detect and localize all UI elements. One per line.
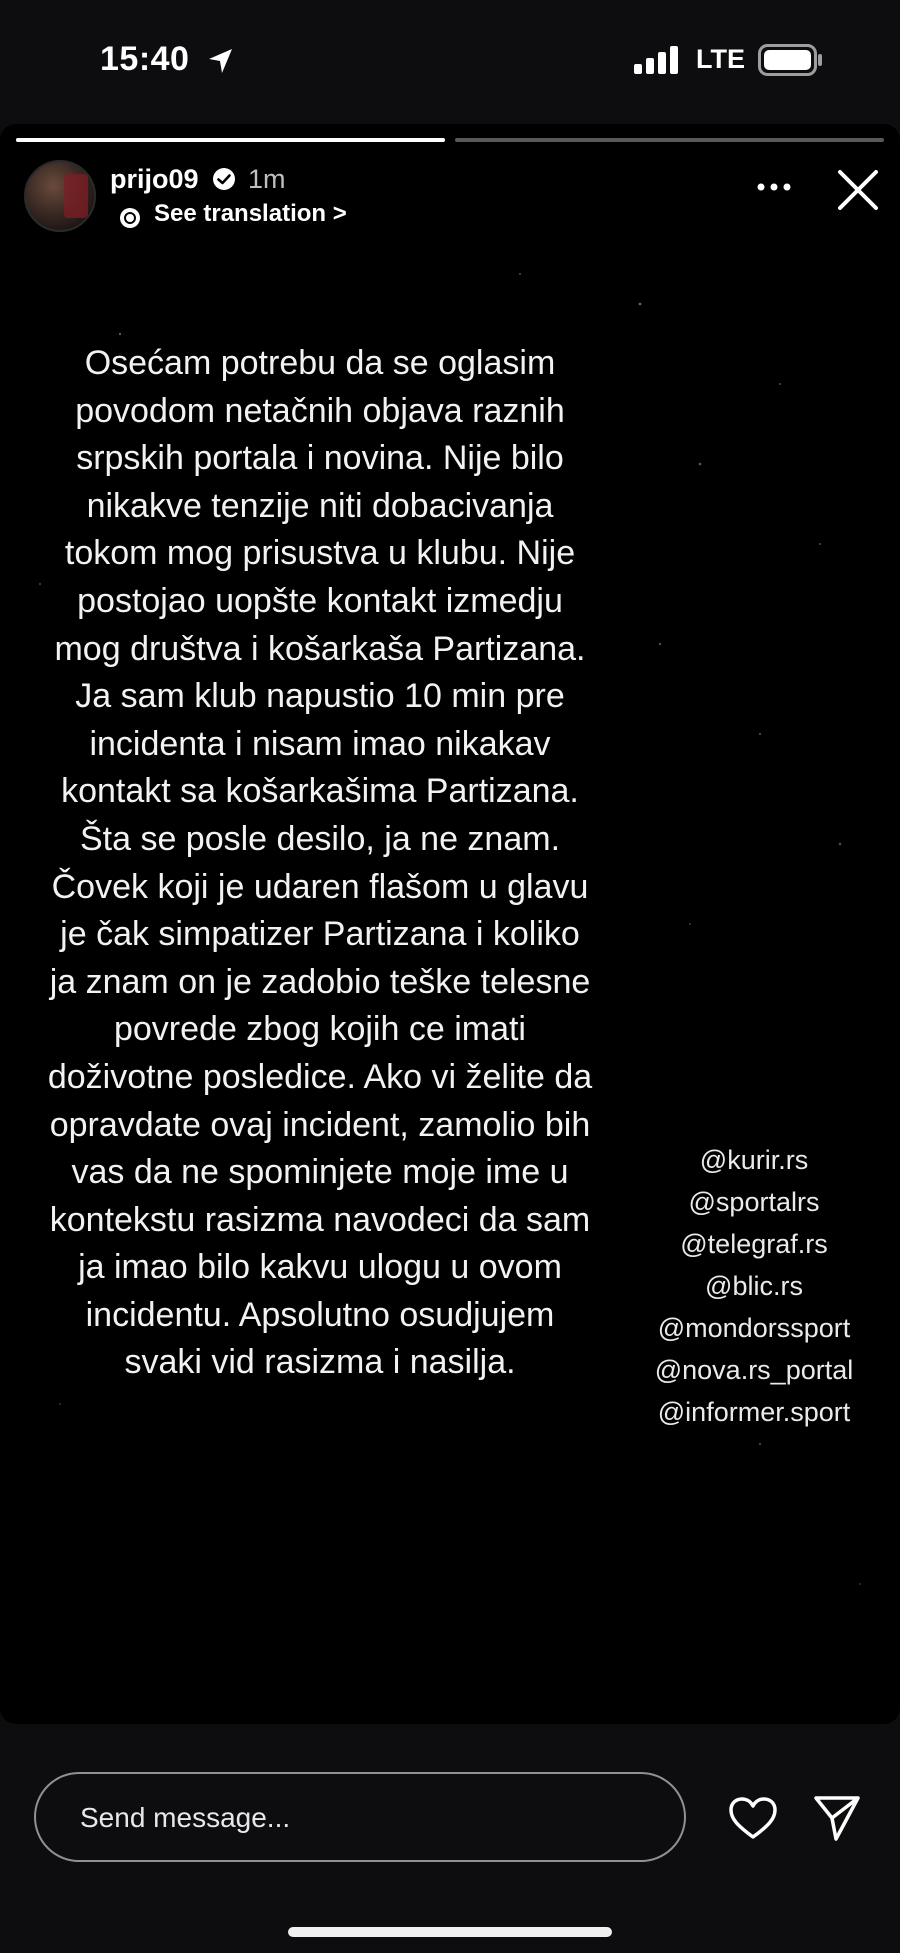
mention-tag[interactable]: @blic.rs bbox=[705, 1271, 803, 1301]
mention-tag[interactable]: @kurir.rs bbox=[699, 1145, 809, 1175]
progress-segment-2 bbox=[455, 138, 884, 142]
signal-bars-icon bbox=[634, 46, 682, 74]
story-time-ago: 1m bbox=[248, 164, 286, 194]
mention-tag[interactable]: @nova.rs_portal bbox=[654, 1355, 854, 1385]
send-icon[interactable] bbox=[812, 1794, 862, 1842]
more-dots-icon[interactable] bbox=[756, 182, 792, 192]
battery-icon bbox=[758, 44, 824, 76]
mention-list bbox=[624, 1139, 884, 1433]
status-bar bbox=[0, 0, 900, 124]
progress-fill-1 bbox=[16, 138, 445, 142]
translate-icon bbox=[118, 206, 142, 230]
mention-tag[interactable]: @telegraf.rs bbox=[680, 1229, 828, 1259]
see-translation-link[interactable]: See translation > bbox=[154, 200, 347, 227]
avatar[interactable] bbox=[24, 160, 96, 232]
location-arrow-icon bbox=[206, 46, 236, 76]
mention-tag[interactable]: @informer.sport bbox=[657, 1397, 851, 1427]
mention-tag[interactable]: @mondorssport bbox=[657, 1313, 851, 1343]
send-message-input[interactable] bbox=[34, 1772, 686, 1862]
network-label: LTE bbox=[696, 44, 745, 74]
status-time: 15:40 bbox=[100, 40, 190, 78]
username[interactable]: prijo09 bbox=[110, 164, 199, 194]
heart-icon[interactable] bbox=[728, 1796, 778, 1840]
mention-tag[interactable]: @sportalrs bbox=[688, 1187, 820, 1217]
progress-segment-1 bbox=[16, 138, 445, 142]
story-card[interactable] bbox=[0, 124, 900, 1724]
verified-badge-icon bbox=[212, 167, 236, 191]
close-icon[interactable] bbox=[836, 168, 880, 212]
send-message-placeholder: Send message... bbox=[80, 1802, 291, 1833]
story-text: Osećam potrebu da se oglasim povodom netačnih objava raznih srpskih portala i novina. Nije bilo nikakve tenzije niti dobacivanja tokom mog prisustva u klubu. Nije postojao uopšte kontakt izmedju mog društva i košarkaša Partizana. Ja sam klub napustio 10 min pre incidenta i nisam imao nikakav kontakt sa košarkašima Partizana. Šta se posle desilo, ja ne znam. Čovek koji je udaren flašom u glavu je čak simpatizer Partizana i koliko ja znam on je zadobio teške telesne povrede zbog kojih ce imati doživotne posledice. Ako vi želite da opravdate ovaj incident, zamolio bih vas da ne spominjete moje ime u kontekstu rasizma navodeci da sam ja imao bilo kakvu ulogu u ovom incidentu. Apsolutno osudjujem svaki vid rasizma i nasilja. bbox=[47, 344, 593, 1382]
story-progress bbox=[16, 138, 884, 142]
home-indicator bbox=[288, 1927, 612, 1937]
